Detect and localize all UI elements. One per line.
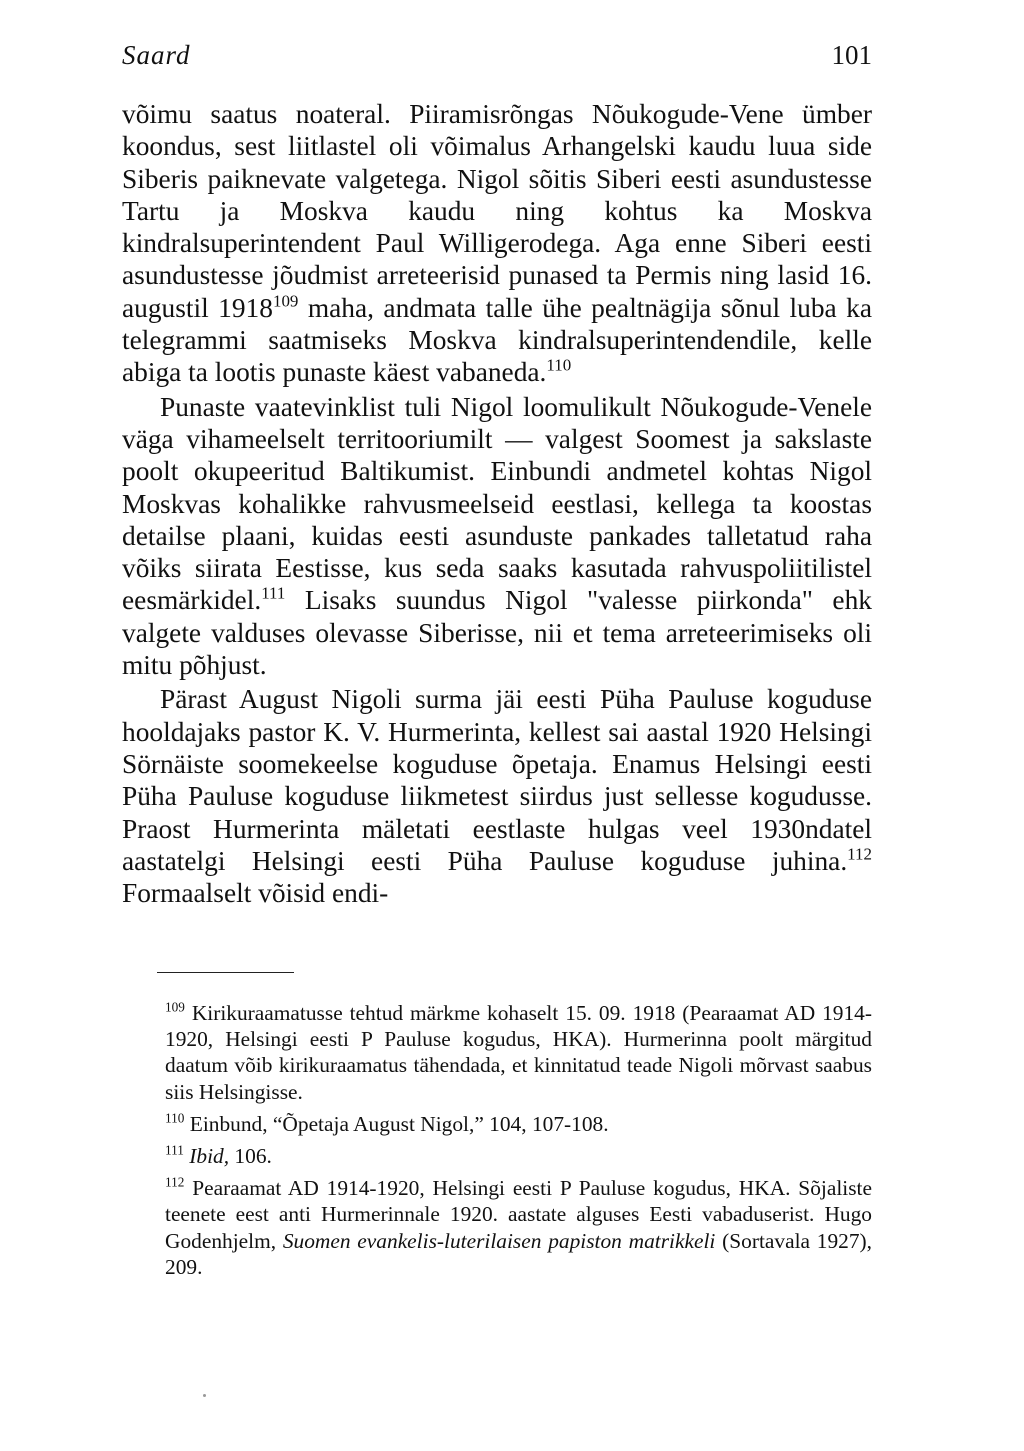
body-text [122, 98, 872, 909]
footnote-text: 106. [229, 1144, 272, 1169]
footnote-ref: 111 [261, 583, 286, 603]
paragraph-text: maha, andmata talle ühe pealtnägija sõnul luba ka telegrammi saatmiseks Moskva kindralsuperintendendile, kelle abiga ta lootis punaste käest vabaneda. [122, 292, 872, 388]
footnote-separator [157, 972, 294, 973]
print-speck [203, 1394, 206, 1397]
footnote-ref: 109 [272, 291, 299, 311]
footnote-italic: Ibid, [189, 1144, 230, 1169]
footnote-italic: Suomen evankelis-luterilaisen papiston matrikkeli [282, 1228, 716, 1253]
footnote-text: Einbund, “Õpetaja August Nigol,” 104, 107-108. [189, 1111, 609, 1136]
footnote-text: Pearaamat AD 1914-1920, Helsingi eesti P Pauluse kogudus, HKA. Sõjaliste teenete eest anti Hurmerinnale 1920. aastate alguses Eesti vabaduserist. Hugo Godenhjelm, [165, 1176, 872, 1253]
page-number: 101 [831, 40, 872, 70]
footnote-ref: 112 [847, 844, 872, 864]
paragraph [122, 391, 872, 682]
paragraph [122, 98, 872, 389]
footnote-text: (Sortavala 1927), 209. [165, 1228, 873, 1279]
footnote-number: 112 [165, 1174, 185, 1190]
footnote [165, 1111, 872, 1137]
paragraph-text: Punaste vaatevinklist tuli Nigol loomulikult Nõukogude-Venele väga vihameelselt territooriumilt — valgest Soomest ja sakslaste poolt okupeeritud Baltikumist. Einbundi andmetel kohtas Nigol Moskvas kohalikke rahvusmeelseid eestlasi, kellega ta koostas detailse plaani, kuidas eesti asunduste pankades talletatud raha võiks siirata Eestisse, kus seda saaks kasutada rahvuspoliitilistel eesmärkidel. [122, 391, 872, 616]
footnote [165, 1175, 872, 1280]
paragraph-text: Lisaks suundus Nigol "valesse piirkonda" ehk valgete valduses olevasse Siberisse, nii et tema arreteerimiseks oli mitu põhjust. [122, 585, 872, 681]
running-head [122, 40, 872, 70]
footnote [165, 1000, 872, 1105]
paragraph-text: võimu saatus noateral. Piiramisrõngas Nõukogude-Vene ümber koondus, sest liitlastel oli võimalus Arhangelski kaudu luua side Siberis paiknevate valgetega. Nigol sõitis Siberi eesti asundustesse Tartu ja Moskva kaudu ning kohtus ka Moskva kindralsuperintendent Paul Willigerodega. Aga enne Siberi eesti asundustesse jõudmist arreteerisid punased ta Permis ning lasid 16. augustil 1918 [122, 99, 872, 323]
footnotes [165, 1000, 872, 1286]
paragraph-text: Pärast August Nigoli surma jäi eesti Püha Pauluse koguduse hooldajaks pastor K. V. Hurmerinta, kellest sai aastal 1920 Helsingi Sörnäiste soomekeelse koguduse õpetaja. Enamus Helsingi eesti Püha Pauluse koguduse liikmetest siirdus just sellesse kogudusse. Praost Hurmerinta mäletati eestlaste hulgas veel 1930ndatel aastatelgi Helsingi eesti Püha Pauluse koguduse juhina. [122, 684, 872, 876]
footnote-text: Kirikuraamatusse tehtud märkme kohaselt 15. 09. 1918 (Pearaamat AD 1914-1920, Helsingi eesti P Pauluse kogudus, HKA). Hurmerinna poolt märgitud daatum võib kirikuraamatus tähendada, et kinnitatud teade Nigoli mõrvast saabus siis Helsingisse. [165, 1001, 872, 1104]
footnote-number: 109 [165, 999, 185, 1015]
footnote-number: 111 [165, 1142, 184, 1158]
paragraph-text: Formaalselt võisid endi- [122, 878, 389, 909]
footnote [165, 1143, 872, 1169]
footnote-ref: 110 [546, 355, 572, 375]
footnote-number: 110 [165, 1110, 185, 1126]
paragraph [122, 683, 872, 909]
running-title: Saard [122, 40, 191, 70]
